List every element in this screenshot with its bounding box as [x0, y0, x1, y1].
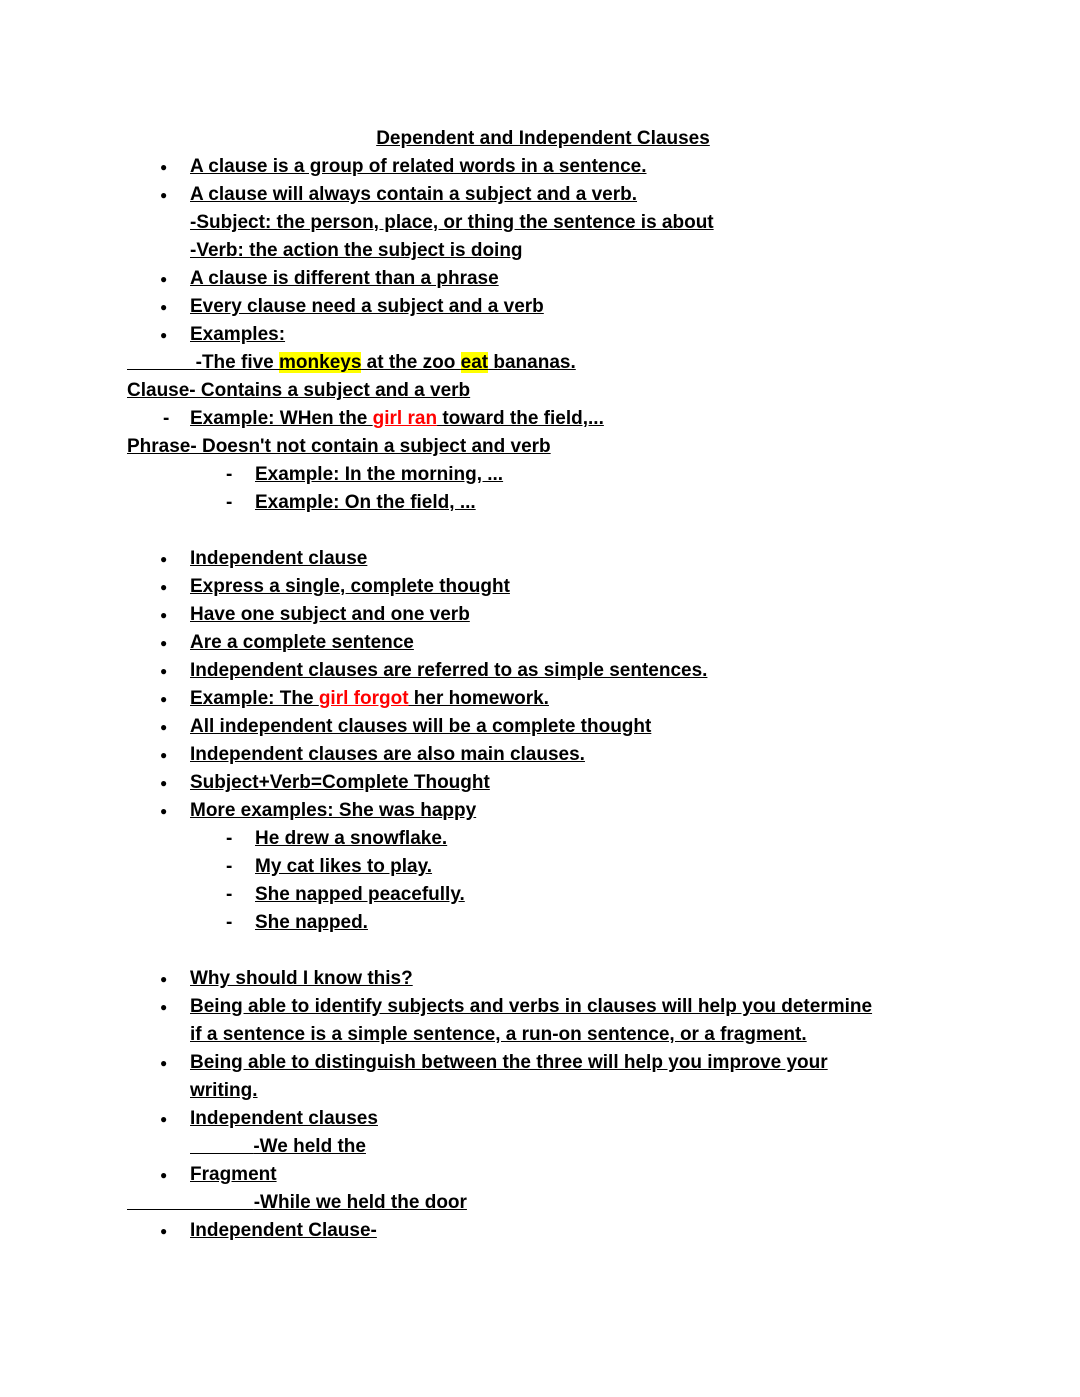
doc-line	[127, 433, 959, 461]
document-title: Dependent and Independent Clauses	[376, 128, 710, 149]
bullet-icon: ●	[160, 188, 168, 202]
dash-marker: -	[226, 464, 233, 485]
bullet-icon: ●	[160, 804, 168, 818]
text-run: -We held the	[253, 1136, 366, 1157]
bullet-icon: ●	[160, 300, 168, 314]
bullet-icon: ●	[160, 636, 168, 650]
doc-line	[127, 853, 959, 881]
text-run: Independent clause	[190, 548, 368, 569]
bullet-icon: ●	[160, 608, 168, 622]
doc-line	[127, 573, 959, 601]
bullet-icon: ●	[160, 1056, 168, 1070]
text-run: her homework.	[408, 688, 549, 709]
text-run: bananas.	[488, 352, 576, 373]
blank-line	[127, 517, 959, 545]
text-run: -While we held the door	[253, 1192, 467, 1213]
text-run: Independent Clause-	[190, 1220, 377, 1241]
highlighted-text-run: eat	[460, 352, 489, 373]
text-run	[127, 352, 196, 373]
text-run: A clause is a group of related words in a sentence.	[190, 156, 647, 177]
doc-line	[127, 1133, 959, 1161]
bullet-icon: ●	[160, 720, 168, 734]
text-run: at the zoo	[361, 352, 461, 373]
doc-line	[127, 461, 959, 489]
doc-line	[127, 601, 959, 629]
doc-line	[127, 993, 959, 1021]
text-run: Being able to identify subjects and verbs in clauses will help you determine	[190, 996, 873, 1017]
doc-line	[127, 685, 959, 713]
text-run: Examples:	[190, 324, 286, 345]
text-run: Clause- Contains a subject and a verb	[127, 380, 471, 401]
bullet-icon: ●	[160, 552, 168, 566]
doc-line	[127, 965, 959, 993]
doc-line	[127, 769, 959, 797]
doc-line	[127, 405, 959, 433]
bullet-icon: ●	[160, 748, 168, 762]
doc-line	[127, 321, 959, 349]
doc-line	[127, 377, 959, 405]
bullet-icon: ●	[160, 580, 168, 594]
text-run: All independent clauses will be a complete thought	[190, 716, 652, 737]
text-run: A clause is different than a phrase	[190, 268, 499, 289]
text-run: Subject+Verb=Complete Thought	[190, 772, 490, 793]
text-run: -Subject: the person, place, or thing the sentence is about	[190, 212, 714, 233]
text-run: More examples: She was happy	[190, 800, 477, 821]
text-run: A clause will always contain a subject and a verb.	[190, 184, 638, 205]
text-run: writing.	[190, 1080, 258, 1101]
text-run: Independent clauses	[190, 1108, 378, 1129]
doc-line	[127, 797, 959, 825]
text-run: Example: WHen the	[190, 408, 373, 429]
bullet-icon: ●	[160, 692, 168, 706]
doc-line	[127, 545, 959, 573]
doc-line	[127, 881, 959, 909]
text-run: Example: The	[190, 688, 319, 709]
text-run: -Verb: the action the subject is doing	[190, 240, 523, 261]
doc-line	[127, 209, 959, 237]
text-run: My cat likes to play.	[255, 856, 433, 877]
doc-line	[127, 1189, 959, 1217]
text-run: Express a single, complete thought	[190, 576, 510, 597]
doc-line	[127, 1021, 959, 1049]
blank-line	[127, 937, 959, 965]
bullet-icon: ●	[160, 776, 168, 790]
text-run: She napped.	[255, 912, 368, 933]
doc-line	[127, 825, 959, 853]
doc-line	[127, 1077, 959, 1105]
doc-line	[127, 349, 959, 377]
bullet-icon: ●	[160, 272, 168, 286]
doc-line	[127, 489, 959, 517]
bullet-icon: ●	[160, 972, 168, 986]
text-run: Independent clauses are also main clauses.	[190, 744, 585, 765]
text-run: Example: In the morning, ...	[255, 464, 504, 485]
red-text-run: girl forgot	[318, 688, 409, 709]
highlighted-text-run: monkeys	[279, 352, 362, 373]
text-run: toward the field,...	[437, 408, 604, 429]
text-run: Have one subject and one verb	[190, 604, 470, 625]
doc-line	[127, 153, 959, 181]
bullet-icon: ●	[160, 328, 168, 342]
text-run	[127, 1192, 254, 1213]
doc-line	[127, 293, 959, 321]
text-run: -The five	[195, 352, 280, 373]
text-run: He drew a snowflake.	[255, 828, 448, 849]
text-run: Example: On the field, ...	[255, 492, 476, 513]
bullet-icon: ●	[160, 1000, 168, 1014]
bullet-icon: ●	[160, 1168, 168, 1182]
doc-line	[127, 1105, 959, 1133]
doc-line	[127, 629, 959, 657]
red-text-run: girl ran	[372, 408, 438, 429]
text-run	[190, 1136, 253, 1157]
doc-line	[127, 1049, 959, 1077]
text-run: if a sentence is a simple sentence, a run-on sentence, or a fragment.	[190, 1024, 807, 1045]
text-run: Fragment	[190, 1164, 277, 1185]
text-run: Being able to distinguish between the three will help you improve your	[190, 1052, 828, 1073]
document-body	[127, 125, 959, 1245]
dash-marker: -	[226, 912, 233, 933]
doc-line	[127, 657, 959, 685]
bullet-icon: ●	[160, 664, 168, 678]
bullet-icon: ●	[160, 1224, 168, 1238]
text-run: Why should I know this?	[190, 968, 413, 989]
text-run: Every clause need a subject and a verb	[190, 296, 544, 317]
doc-line	[127, 237, 959, 265]
dash-marker: -	[226, 856, 233, 877]
doc-line	[127, 1217, 959, 1245]
text-run: She napped peacefully.	[255, 884, 465, 905]
dash-marker: -	[226, 828, 233, 849]
dash-marker: -	[226, 492, 233, 513]
doc-line	[127, 181, 959, 209]
doc-line	[127, 1161, 959, 1189]
doc-line	[127, 713, 959, 741]
text-run: Independent clauses are referred to as simple sentences.	[190, 660, 708, 681]
bullet-icon: ●	[160, 1112, 168, 1126]
doc-line	[127, 265, 959, 293]
dash-marker: -	[226, 884, 233, 905]
text-run: Are a complete sentence	[190, 632, 414, 653]
bullet-icon: ●	[160, 160, 168, 174]
doc-line	[127, 909, 959, 937]
text-run: Phrase- Doesn't not contain a subject and verb	[127, 436, 551, 457]
dash-marker: -	[163, 408, 170, 429]
doc-line	[127, 741, 959, 769]
